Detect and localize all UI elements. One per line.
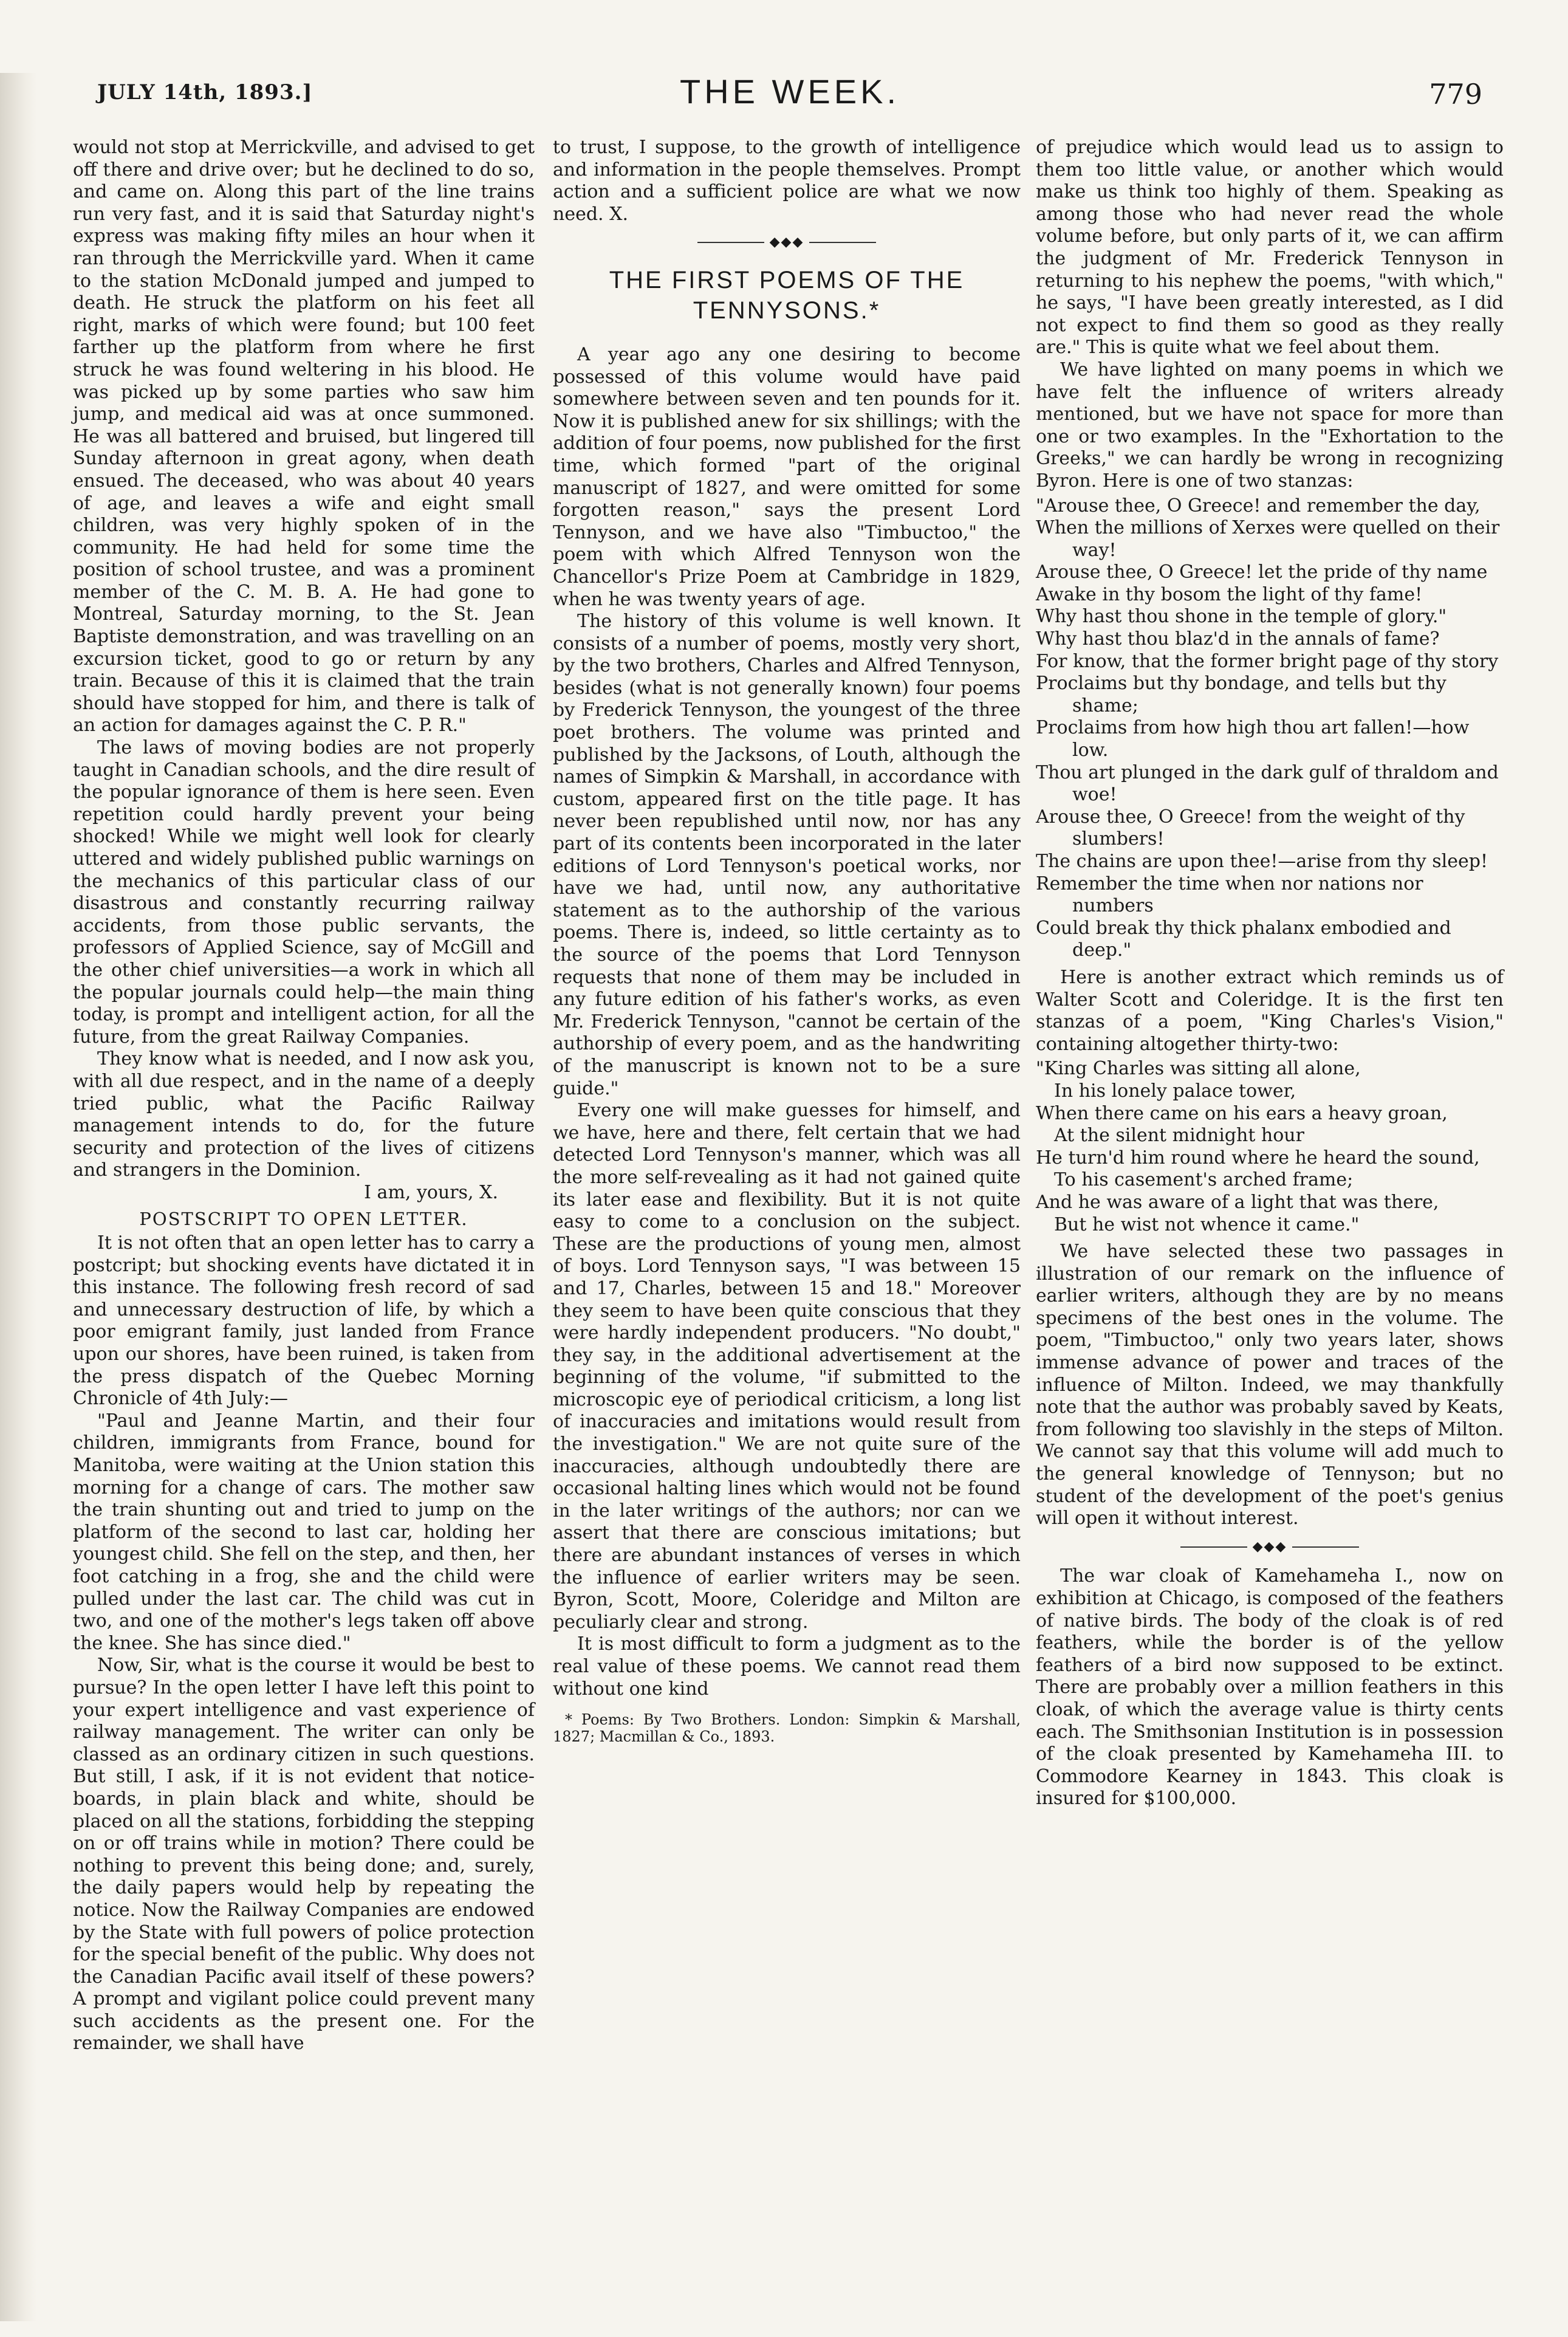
column-2 [553, 137, 1021, 1745]
page-header [97, 67, 1482, 134]
section-heading: POSTSCRIPT TO OPEN LETTER. [139, 1208, 468, 1229]
paragraph: The history of this volume is well known. It consists of a number of poems, mostly very short, by the two brothers, Charles and Alfred Tennyson, besides (what is not generally known) four poems by Frederick Tennyson, the youngest of the three poet brothers. The volume was printed and published by the Jacksons, of Louth, although the names of Simpkin & Marshall, in accordance with custom, appeared first on the title page. It has never been republished until now, nor has any part of its contents been incorporated in the later editions of Lord Tennyson's poetical works, nor have we had, until now, any authoritative statement as to the authorship of the various poems. There is, indeed, so little certainty as to the source of the poems that Lord Tennyson requests that none of them may be included in any future edition of his father's works, as even Mr. Frederick Tennyson, "cannot be certain of the authorship of every poem, and as the handwriting of the manuscript is known not to be a sure guide." [553, 611, 1021, 1099]
facing-page-margin [0, 73, 36, 2321]
verse-line: "Arouse thee, O Greece! and remember the day, [1036, 495, 1481, 516]
verse-line: But he wist not whence it came." [1054, 1213, 1360, 1235]
poem-excerpt [1036, 495, 1504, 962]
verse-line: Why hast thou shone in the temple of glory." [1036, 606, 1447, 628]
verse-line: Proclaims from how high thou art fallen!—how low. [1036, 717, 1470, 761]
paragraph: Here is another extract which reminds us of Walter Scott and Coleridge. It is the first ten stanzas of a poem, "King Charles's Vision," containing altogether thirty-two: [1036, 966, 1504, 1055]
paragraph: A year ago any one desiring to become possessed of this volume would have paid somewhere between seven and ten pounds for it. Now it is published anew for six shillings; with the addition of four poems, now published for the first time, which formed "part of the original manuscript of 1827, and were omitted for some forgotten reason," says the present Lord Tennyson, and we have also "Timbuctoo," the poem with which Alfred Tennyson won the Chancellor's Prize Poem at Cambridge in 1829, when he was twenty years of age. [553, 343, 1021, 610]
paragraph: The laws of moving bodies are not properly taught in Canadian schools, and the dire result of the popular ignorance of them is here seen. Even repetition could hardly prevent your being shocked! While we might well look for clearly uttered and widely published public warnings on the mechanics of this particular class of our disastrous and constantly recurring railway accidents, from those public servants, the professors of Applied Science, say of McGill and the other chief universities—a work in which all the popular journals could help—the main thing today, is prompt and intelligent action, for all the future, from the great Railway Companies. [73, 737, 535, 1048]
poem-excerpt [1036, 1058, 1504, 1236]
footnote: * Poems: By Two Brothers. London: Simpkin & Marshall, 1827; Macmillan & Co., 1893. [553, 1711, 1021, 1746]
paragraph: It is not often that an open letter has to carry a postcript; but shocking events have dictated it in this instance. The following fresh record of sad and unnecessary destruction of life, by which a poor emigrant family, just landed from France upon our shores, have been ruined, is taken from the press dispatch of the Quebec Morning Chronicle of 4th July:— [73, 1232, 535, 1410]
paragraph: would not stop at Merrickville, and advised to get off there and drive over; but he declined to do so, and came on. Along this part of the line trains run very fast, and it is said that Saturday night's express was making fifty miles an hour when it ran through the Merrickville yard. When it came to the station McDonald jumped and jumped to death. He struck the platform on his feet all right, marks of which were found; but 100 feet farther up the platform from where he first struck he was found weltering in his blood. He was picked up by some parties who saw him jump, and medical aid was at once summoned. He was all battered and bruised, but lingered till Sunday afternoon in great agony, when death ensued. The deceased, who was about 40 years of age, and leaves a wife and eight small children, was very highly spoken of in the community. He had held for some time the position of school trustee, and was a prominent member of the C. M. B. A. He had gone to Montreal, Saturday morning, to the St. Jean Baptiste demonstration, and was travelling on an excursion ticket, good to go or return by any train. Because of this it is claimed that the train should have stopped for him, and there is talk of an action for damages against the C. P. R." [73, 137, 535, 736]
paragraph: The war cloak of Kamehameha I., now on exhibition at Chicago, is composed of the feathers of native birds. The body of the cloak is of red feathers, while the border is of the yellow feathers of a bird now supposed to be extinct. There are probably over a million feathers in this cloak, of which the average value is thirty cents each. The Smithsonian Institution is in possession of the cloak presented by Kamehameha III. to Commodore Kearney in 1843. This cloak is insured for $100,000. [1036, 1565, 1504, 1810]
paragraph: Every one will make guesses for himself, and we have, here and there, felt certain that we had detected Lord Tennyson's manner, which was all the more self-revealing as it had not gained quite its later ease and flexibility. But it is not quite easy to come to a conclusion on the subject. These are the productions of young men, almost of boys. Lord Tennyson says, "I was between 15 and 17, Charles, between 15 and 18." Moreover they seem to have been quite conscious that they were hardly independent producers. "No doubt," they say, in the additional advertisement at the beginning of the volume, "if submitted to the microscopic eye of periodical criticism, a long list of inaccuracies and imitations would result from the investigation." We are not quite sure of the inaccuracies, although undoubtedly there are occasional halting lines which would not be found in the later writings of the authors; nor can we assert that there are conscious imitations; but there are abundant instances of verses in which the influence of earlier writers may be seen. Byron, Scott, Moore, Coleridge and Milton are peculiarly clear and strong. [553, 1100, 1021, 1633]
verse-line: Proclaims but thy bondage, and tells but thy shame; [1036, 673, 1446, 716]
column-3 [1036, 137, 1504, 1810]
paragraph: Now, Sir, what is the course it would be best to pursue? In the open letter I have left this point to your expert intelligence and vast experience of railway management. The writer can only be classed as an ordinary citizen in such questions. But still, I ask, if it is not evident that notice-boards, in plain black and white, should be placed on all the stations, forbidding the stepping on or off trains while in motion? There could be nothing to prevent this being done; and, surely, the daily papers would help by repeating the notice. Now the Railway Companies are endowed by the State with full powers of police protection for the special benefit of the public. Why does not the Canadian Pacific avail itself of these powers? A prompt and vigilant police could prevent many such accidents as the present one. For the remainder, we shall have [73, 1655, 535, 2054]
verse-line: At the silent midnight hour [1054, 1125, 1304, 1147]
verse-line: "King Charles was sitting all alone, [1036, 1058, 1361, 1080]
paragraph: "Paul and Jeanne Martin, and their four children, immigrants from France, bound for Manitoba, were waiting at the Union station this morning for a change of cars. The mother saw the train shunting out and tried to jump on the platform of the second to last car, holding her youngest child. She fell on the step, and then, her foot catching in a frog, she and the child were pulled under the last car. The child was cut in two, and one of the mother's legs taken off above the knee. She has since died." [73, 1410, 535, 1654]
verse-line: In his lonely palace tower, [1054, 1080, 1296, 1102]
verse-line: The chains are upon thee!—arise from thy sleep! [1036, 851, 1488, 872]
verse-line: For know, that the former bright page of thy story [1036, 650, 1499, 672]
article-title: THE FIRST POEMS OF THE TENNYSONS.* [609, 266, 965, 324]
paragraph: of prejudice which would lead us to assign to them too little value, or another which would make us think too highly of them. Speaking as among those who had never read the whole volume before, but only parts of it, we can affirm the judgment of Mr. Frederick Tennyson in returning to his nephew the poems, "with which," he says, "I have been greatly interested, as I did not expect to find them so good as they really are." This is quite what we feel about them. [1036, 137, 1504, 359]
verse-line: He turn'd him round where he heard the sound, [1036, 1147, 1480, 1168]
signature: I am, yours, X. [364, 1181, 498, 1203]
column-1 [73, 137, 535, 2055]
verse-line: Could break thy thick phalanx embodied and deep." [1036, 917, 1451, 961]
verse-line: Remember the time when nor nations nor numbers [1036, 873, 1423, 917]
verse-line: To his casement's arched frame; [1054, 1169, 1354, 1191]
issue-date: JULY 14th, 1893.] [97, 80, 313, 105]
verse-line: Why hast thou blaz'd in the annals of fame? [1036, 628, 1440, 650]
verse-line: Awake in thy bosom the light of thy fame! [1036, 583, 1423, 605]
section-divider: ◆◆◆ [553, 232, 1021, 254]
paragraph: We have lighted on many poems in which we have felt the influence of writers already mentioned, but we have not space for more than one or two examples. In the "Exhortation to the Greeks," we can hardly be wrong in recognizing Byron. Here is one of two stanzas: [1036, 359, 1504, 492]
verse-line: Arouse thee, O Greece! let the pride of thy name [1036, 561, 1488, 583]
verse-line: When there came on his ears a heavy groan, [1036, 1102, 1448, 1124]
verse-line: When the millions of Xerxes were quelled on their way! [1036, 517, 1500, 561]
page-number: 779 [1429, 78, 1482, 111]
paragraph: to trust, I suppose, to the growth of intelligence and information in the people themselves. Prompt action and a sufficient police are what we now need. X. [553, 137, 1021, 225]
verse-line: And he was aware of a light that was there, [1036, 1191, 1439, 1213]
section-divider: ◆◆◆ [1036, 1536, 1504, 1559]
paragraph: We have selected these two passages in illustration of our remark on the influence of earlier writers, although they are by no means specimens of the best ones in the volume. The poem, "Timbuctoo," only two years later, shows immense advance of power and traces of the influence of Milton. Indeed, we may thankfully note that the author was probably saved by Keats, from following too slavishly in the steps of Milton. We cannot say that this volume will add much to the general knowledge of Tennyson; but no student of the development of the poet's genius will open it without interest. [1036, 1241, 1504, 1529]
verse-line: Arouse thee, O Greece! from the weight of thy slumbers! [1036, 806, 1465, 850]
paragraph: They know what is needed, and I now ask you, with all due respect, and in the name of a deeply tried public, what the Pacific Railway management intends to do, for the future security and protection of the lives of citizens and strangers in the Dominion. [73, 1048, 535, 1181]
publication-title: THE WEEK. [679, 72, 900, 111]
verse-line: Thou art plunged in the dark gulf of thraldom and woe! [1036, 761, 1499, 806]
paragraph: It is most difficult to form a judgment as to the real value of these poems. We cannot read them without one kind [553, 1633, 1021, 1700]
